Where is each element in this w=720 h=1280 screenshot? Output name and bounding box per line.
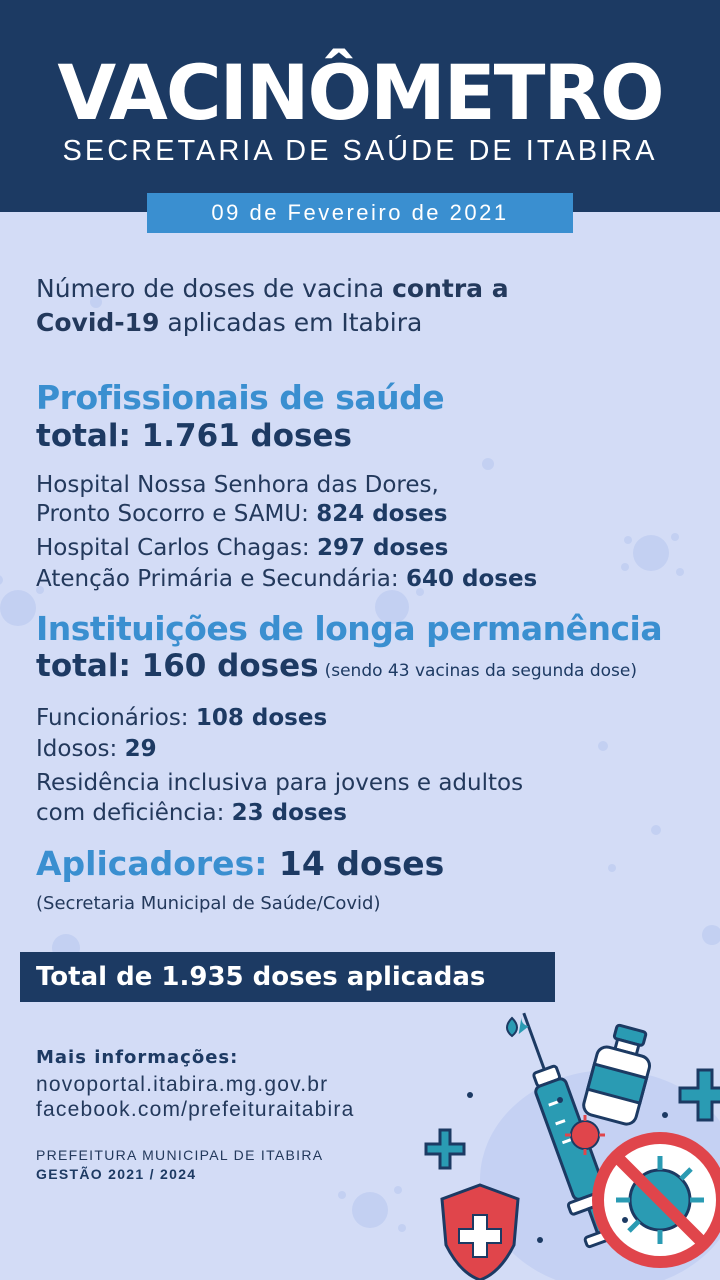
- section-total-instituicoes: [36, 648, 637, 684]
- list-item: [36, 734, 157, 764]
- list-item: [36, 499, 447, 529]
- item-label: Residência inclusiva para jovens e adultos: [36, 770, 524, 796]
- list-item: [36, 798, 347, 828]
- intro-part-2: aplicadas em Itabira: [159, 308, 423, 337]
- item-value: 29: [124, 736, 157, 762]
- info-heading: Mais informações:: [36, 1047, 239, 1068]
- item-value: 23 doses: [231, 800, 347, 826]
- item-label: Idosos:: [36, 736, 125, 762]
- aplicadores-label: Aplicadores:: [36, 844, 268, 883]
- intro-part-1: Número de doses de vacina: [36, 274, 393, 303]
- item-label: Funcionários:: [36, 705, 196, 731]
- item-value: 108 doses: [195, 705, 328, 731]
- item-label: Hospital Nossa Senhora das Dores,: [36, 472, 439, 498]
- section-heading-aplicadores: [36, 844, 444, 883]
- item-label: Atenção Primária e Secundária:: [36, 566, 406, 592]
- total-note: (sendo 43 vacinas da segunda dose): [324, 661, 637, 681]
- list-item: [36, 533, 448, 563]
- list-item: [36, 470, 439, 500]
- list-item: [36, 768, 523, 798]
- list-item: [36, 703, 327, 733]
- footer-organization: PREFEITURA MUNICIPAL DE ITABIRA: [36, 1147, 324, 1163]
- section-heading-instituicoes: Instituições de longa permanência: [36, 609, 663, 648]
- item-value: 824 doses: [316, 501, 448, 527]
- item-label: com deficiência:: [36, 800, 232, 826]
- header-banner: [0, 0, 720, 212]
- section-total-profissionais: total: 1.761 doses: [36, 418, 352, 454]
- date-badge: 09 de Fevereiro de 2021: [147, 193, 573, 233]
- section-heading-profissionais: Profissionais de saúde: [36, 378, 445, 417]
- grand-total-banner: Total de 1.935 doses aplicadas: [20, 952, 555, 1002]
- footer-term: GESTÃO 2021 / 2024: [36, 1166, 197, 1182]
- vaccine-illustration: [410, 1010, 720, 1280]
- virus-prohibited-icon: [598, 1138, 720, 1262]
- item-value: 640 doses: [405, 566, 538, 592]
- aplicadores-value: 14 doses: [278, 844, 445, 883]
- shield-plus-icon: [442, 1185, 518, 1280]
- aplicadores-note: (Secretaria Municipal de Saúde/Covid): [36, 893, 381, 914]
- page-title: VACINÔMETRO: [57, 48, 663, 137]
- website-link[interactable]: novoportal.itabira.mg.gov.br: [36, 1073, 329, 1096]
- list-item: [36, 564, 537, 594]
- intro-text: [36, 272, 596, 340]
- item-label: Hospital Carlos Chagas:: [36, 535, 317, 561]
- page-subtitle: SECRETARIA DE SAÚDE DE ITABIRA: [62, 135, 658, 167]
- total-value: total: 160 doses: [36, 648, 319, 684]
- facebook-link[interactable]: facebook.com/prefeituraitabira: [36, 1098, 355, 1121]
- intro-bold: contra a Covid-19: [36, 274, 509, 337]
- item-label: Pronto Socorro e SAMU:: [36, 501, 317, 527]
- item-value: 297 doses: [317, 535, 449, 561]
